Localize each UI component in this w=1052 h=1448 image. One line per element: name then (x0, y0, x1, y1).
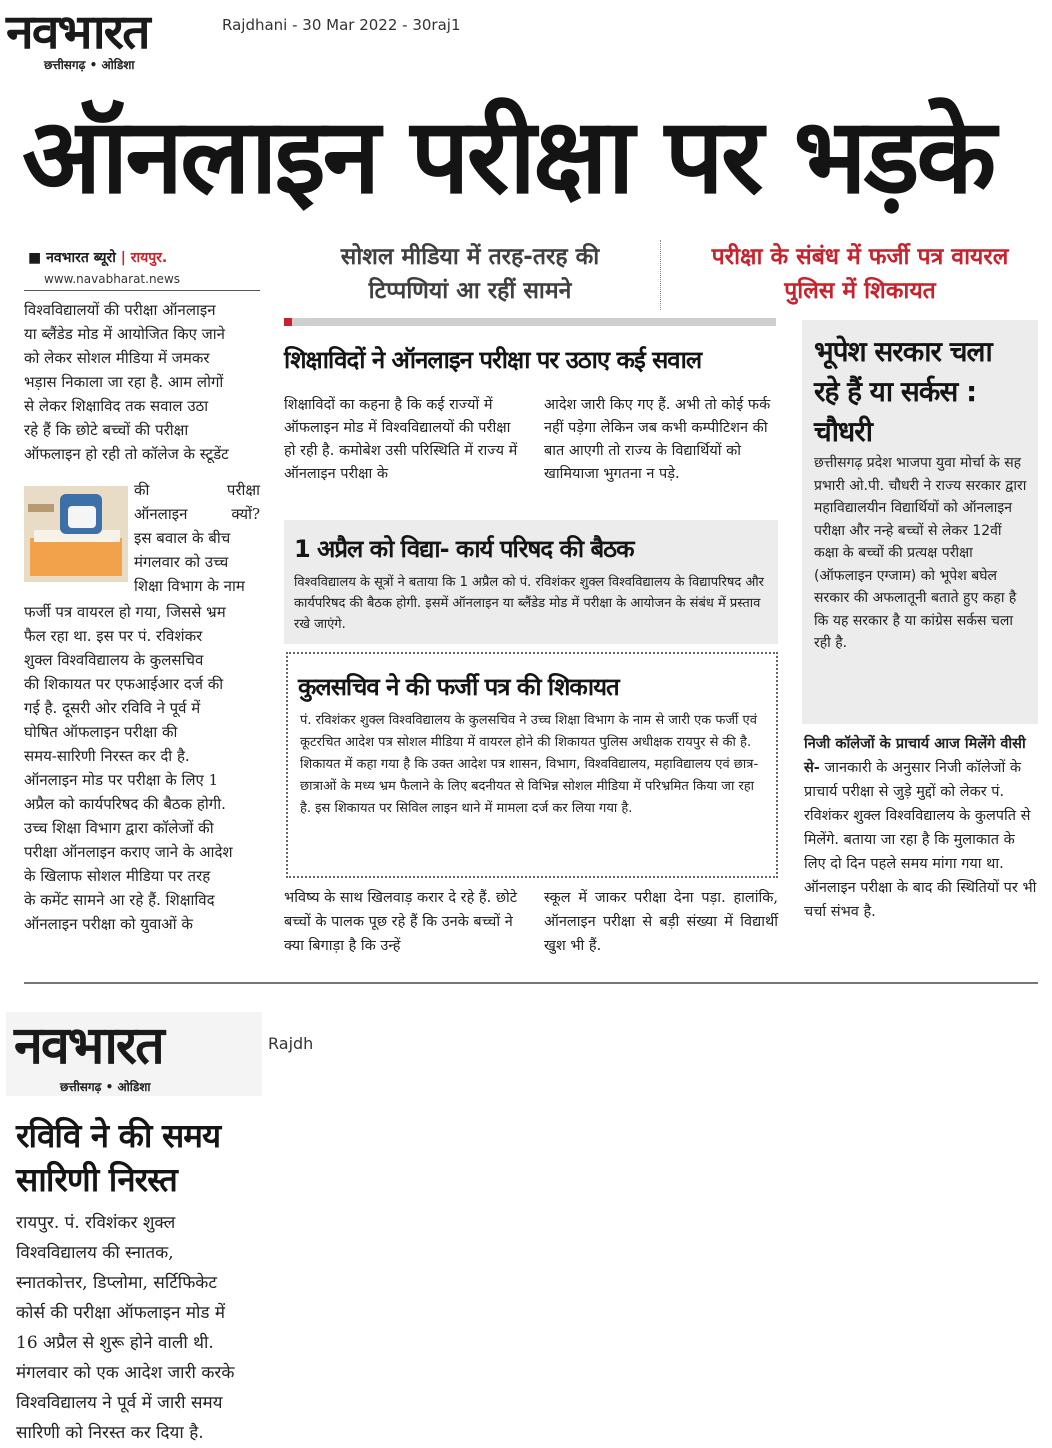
educationists-col1: शिक्षाविदों का कहना है कि कई राज्यों में ऑफलाइन मोड में विश्वविद्यालयों की परीक्षा हो रही है. कमोबेश उसी परिस्थिति में राज्य में ऑनलाइन परीक्षा के (284, 397, 518, 482)
city-label: | रायपुर. (120, 250, 168, 266)
principals-text: जानकारी के अनुसार निजी कॉलेजों के प्राचार्य परीक्षा से जुड़े मुद्दों को लेकर पं. रविशंकर शुक्ल विश्वविद्यालय के कुलपति से मिलेंगे. बताया जा रहा है कि मुलाकात के लिए दो दिन पहले समय मांगा गया था. ऑनलाइन परीक्षा के बाद की स्थितियों पर भी चर्चा संभव है. (804, 760, 1037, 920)
second-clip-body (16, 1208, 296, 1448)
complaint-heading: कुलसचिव ने की फर्जी पत्र की शिकायत (298, 673, 619, 701)
text-line: की शिकायत पर एफआईआर दर्ज की (24, 675, 224, 693)
second-clip-dateline: Rajdh (268, 1034, 314, 1053)
text-line: गई है. दूसरी ओर रविवि ने पूर्व में (24, 699, 201, 717)
text-line: इस बवाल के बीच (134, 529, 231, 547)
text-line: स्नातकोत्तर, डिप्लोमा, सर्टिफिकेट (16, 1273, 217, 1293)
text-line: समय-सारिणी निरस्त कर दी है. (24, 747, 190, 765)
text-line: विश्वविद्यालयों की परीक्षा ऑनलाइन (24, 301, 216, 319)
text-line: ऑनलाइन परीक्षा को युवाओं के (24, 915, 193, 933)
text-line: परीक्षा ऑनलाइन कराए जाने के आदेश (24, 843, 233, 861)
text-line: से लेकर शिक्षाविद तक सवाल उठा (24, 397, 209, 415)
kicker-divider (660, 240, 661, 310)
educationists-heading: शिक्षाविदों ने ऑनलाइन परीक्षा पर उठाए कई सवाल (284, 346, 702, 374)
text-line: के खिलाफ सोशल मीडिया पर तरह (24, 867, 211, 885)
left-column-bottom (24, 600, 260, 936)
text-line: की परीक्षा (134, 481, 260, 499)
principals-block (804, 732, 1038, 924)
text-line: 16 अप्रैल से शुरू होने वाली थी. (16, 1333, 214, 1353)
text-line: विश्वविद्यालय की स्नातक, (16, 1243, 174, 1263)
meeting-heading: 1 अप्रैल को विद्या- कार्य परिषद की बैठक (294, 535, 634, 563)
newspaper-region: छत्तीसगढ़ • ओडिशा (44, 58, 135, 72)
text-line: को लेकर सोशल मीडिया में जमकर (24, 349, 210, 367)
text-line: ऑनलाइन मोड पर परीक्षा के लिए 1 (24, 771, 219, 789)
website: www.navabharat.news (44, 272, 181, 286)
text-line: रहे हैं कि छोटे बच्चों की परीक्षा (24, 421, 189, 439)
text-line: रायपुर. पं. रविशंकर शुक्ल (16, 1213, 176, 1233)
text-line: कोर्स की परीक्षा ऑफलाइन मोड में (16, 1303, 226, 1323)
bottom-col2: स्कूल में जाकर परीक्षा देना पड़ा. हालांकि, ऑनलाइन परीक्षा से बड़ी संख्या में विद्यार्थी खुश भी हैं. (544, 890, 778, 954)
section-marker (284, 318, 292, 326)
meeting-text: विश्वविद्यालय के सूत्रों ने बताया कि 1 अप्रैल को पं. रविशंकर शुक्ल विश्वविद्यालय के विद्यापरिषद और कार्यपरिषद की बैठक होगी. इसमें ऑनलाइन या ब्लैंडेड मोड में परीक्षा के आयोजन के संबंध में प्रस्ताव रखे जाएंगे. (294, 575, 764, 632)
second-clip-headline: रविवि ने की समय सारिणी निरस्त (16, 1116, 221, 1199)
sidebar-text: छत्तीसगढ़ प्रदेश भाजपा युवा मोर्चा के सह प्रभारी ओ.पी. चौधरी ने राज्य सरकार द्वारा महाविद्यालयीन विद्यार्थियों को ऑनलाइन परीक्षा और नन्हे बच्चों से लेकर 12वीं कक्षा के बच्चों की प्रत्यक्ष परीक्षा (ऑफलाइन एग्जाम) को भूपेश बघेल सरकार की अफलातूनी बताते हुए कहा है कि यह सरकार है या कांग्रेस सर्कस चला रही है. (814, 455, 1027, 651)
byline-rule (24, 290, 260, 291)
byline (28, 248, 167, 267)
main-headline: ऑनलाइन परीक्षा पर भड़के (22, 95, 994, 217)
dateline: Rajdhani - 30 Mar 2022 - 30raj1 (222, 16, 461, 34)
text-line: के कमेंट सामने आ रहे हैं. शिक्षाविद (24, 891, 215, 909)
text-line: शुक्ल विश्वविद्यालय के कुलसचिव (24, 651, 204, 669)
exam-paper-photo (24, 486, 128, 582)
text-line: मंगलवार को उच्च (134, 553, 229, 571)
second-clip-region: छत्तीसगढ़ • ओडिशा (60, 1080, 151, 1094)
sidebar-heading: भूपेश सरकार चला रहे हैं या सर्कस : चौधरी (814, 335, 992, 448)
section-rule (284, 318, 776, 326)
text-line: ऑफलाइन हो रही तो कॉलेज के स्टूडेंट (24, 445, 229, 463)
text-line: घोषित ऑफलाइन परीक्षा की (24, 723, 178, 741)
text-line: या ब्लैंडेड मोड में आयोजित किए जाने (24, 325, 225, 343)
text-line: अप्रैल को कार्यपरिषद की बैठक होगी. (24, 795, 226, 813)
complaint-text: पं. रविशंकर शुक्ल विश्वविद्यालय के कुलसचिव ने उच्च शिक्षा विभाग के नाम से जारी एक फर्जी एवं कूटरचित आदेश पत्र सोशल मीडिया में वायरल होने की शिकायत पुलिस अधीक्षक रायपुर से की है. शिकायत में कहा गया है कि उक्त आदेश पत्र शासन, विभाग, विश्वविद्यालय, महाविद्यालय एवं छात्र-छात्राओं के मध्य भ्रम फैलाने के लिए बदनीयत से विभिन्न सोशल मीडिया में परिभ्रमित किया जा रहा है. इस शिकायत पर सिविल लाइन थाने में मामला दर्ज कर लिया गया है. (300, 713, 759, 816)
newspaper-logo: नवभारत (6, 4, 149, 60)
text-line: फर्जी पत्र वायरल हो गया, जिससे भ्रम (24, 603, 226, 621)
principals-lead: निजी कॉलेजों के प्राचार्य आज मिलेंगे वीसी से- (804, 736, 1026, 776)
clip-divider (24, 982, 1038, 984)
social-media-kicker: सोशल मीडिया में तरह-तरह की टिप्पणियां आ रहीं सामने (340, 244, 600, 304)
left-column-top (24, 298, 260, 466)
text-line: सारिणी को निरस्त कर दिया है. (16, 1423, 204, 1443)
second-clip-logo: नवभारत (14, 1016, 163, 1076)
text-line: विश्वविद्यालय ने पूर्व में जारी समय (16, 1393, 223, 1413)
text-line: मंगलवार को एक आदेश जारी करके (16, 1363, 235, 1383)
text-line: भड़ास निकाला जा रहा है. आम लोगों (24, 373, 224, 391)
left-column-wrap (134, 478, 260, 598)
text-line: ऑनलाइन क्यों? (134, 505, 260, 523)
text-line: फैल रहा था. इस पर पं. रविशंकर (24, 627, 203, 645)
fake-letter-kicker: परीक्षा के संबंध में फर्जी पत्र वायरल पुलिस में शिकायत (711, 244, 1009, 304)
bottom-col1: भविष्य के साथ खिलवाड़ करार दे रहे हैं. छोटे बच्चों के पालक पूछ रहे हैं कि उनके बच्चों ने क्या बिगाड़ा है कि उन्हें (284, 890, 518, 954)
bureau-label: ■ नवभारत ब्यूरो (28, 250, 116, 266)
text-line: शिक्षा विभाग के नाम (134, 577, 245, 595)
text-line: उच्च शिक्षा विभाग द्वारा कॉलेजों की (24, 819, 214, 837)
educationists-col2: आदेश जारी किए गए हैं. अभी तो कोई फर्क नहीं पड़ेगा लेकिन जब कभी कम्पीटिशन की बात आएगी तो राज्य के विद्यार्थियों को खामियाजा भुगतना न पड़े. (544, 397, 771, 482)
